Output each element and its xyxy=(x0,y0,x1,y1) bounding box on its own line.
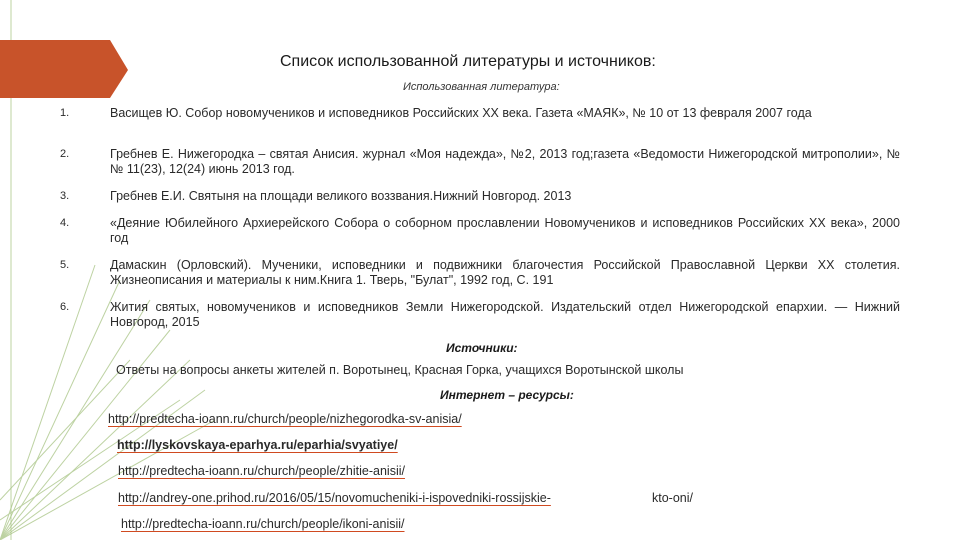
reference-number: 5. xyxy=(60,259,70,271)
page-title: Список использованной литературы и источников: xyxy=(280,53,656,70)
reference-number: 4. xyxy=(60,217,70,229)
internet-link-4[interactable]: http://andrey-one.prihod.ru/2016/05/15/novomucheniki-i-ispovedniki-rossijskie- xyxy=(118,491,551,505)
internet-link-4-suffix: kto-oni/ xyxy=(652,491,693,505)
reference-item-4 xyxy=(60,216,900,246)
reference-item-1 xyxy=(60,106,900,121)
internet-link-2[interactable]: http://lyskovskaya-eparhya.ru/eparhia/svyatiye/ xyxy=(117,438,398,452)
reference-item-5 xyxy=(60,258,900,288)
reference-text: Васищев Ю. Собор новомучеников и исповедников Российских XX века. Газета «МАЯК», № 10 от 13 февраля 2007 года xyxy=(110,106,812,120)
reference-item-3 xyxy=(60,189,900,204)
internet-link-5[interactable]: http://predtecha-ioann.ru/church/people/ikoni-anisii/ xyxy=(121,517,405,531)
literature-subheading: Использованная литература: xyxy=(403,81,560,93)
reference-text: Гребнев Е.И. Святыня на площади великого воззвания.Нижний Новгород. 2013 xyxy=(110,189,572,203)
internet-heading: Интернет – ресурсы: xyxy=(440,388,574,402)
reference-number: 6. xyxy=(60,301,70,313)
internet-link-1[interactable]: http://predtecha-ioann.ru/church/people/nizhegorodka-sv-anisia/ xyxy=(108,412,462,426)
sources-text: Ответы на вопросы анкеты жителей п. Воротынец, Красная Горка, учащихся Воротынской школы xyxy=(116,363,684,377)
reference-text: Гребнев Е. Нижегородка – святая Анисия. журнал «Моя надежда», №2, 2013 год;газета «Ведомости Нижегородской митрополии», №№ 11(23), 12(24) июнь 2013 год. xyxy=(110,147,900,176)
reference-item-2 xyxy=(60,147,900,177)
reference-text: Дамаскин (Орловский). Мученики, исповедники и подвижники благочестия Российской Православной Церкви XX столетия. Жизнеописания и материалы к ним.Книга 1. Тверь, "Булат", 1992 год, С. 191 xyxy=(110,258,900,287)
accent-arrow-banner xyxy=(0,40,128,98)
reference-number: 1. xyxy=(60,107,70,119)
reference-text: Жития святых, новомучеников и исповедников Земли Нижегородской. Издательский отдел Нижегородской епархии. — Нижний Новгород, 2015 xyxy=(110,300,900,329)
sources-heading: Источники: xyxy=(446,341,518,355)
internet-link-3[interactable]: http://predtecha-ioann.ru/church/people/zhitie-anisii/ xyxy=(118,464,405,478)
reference-text: «Деяние Юбилейного Архиерейского Собора о соборном прославлении Новомучеников и исповедников Российских XX века», 2000 год xyxy=(110,216,900,245)
reference-item-6 xyxy=(60,300,900,330)
reference-number: 2. xyxy=(60,148,70,160)
reference-number: 3. xyxy=(60,190,70,202)
